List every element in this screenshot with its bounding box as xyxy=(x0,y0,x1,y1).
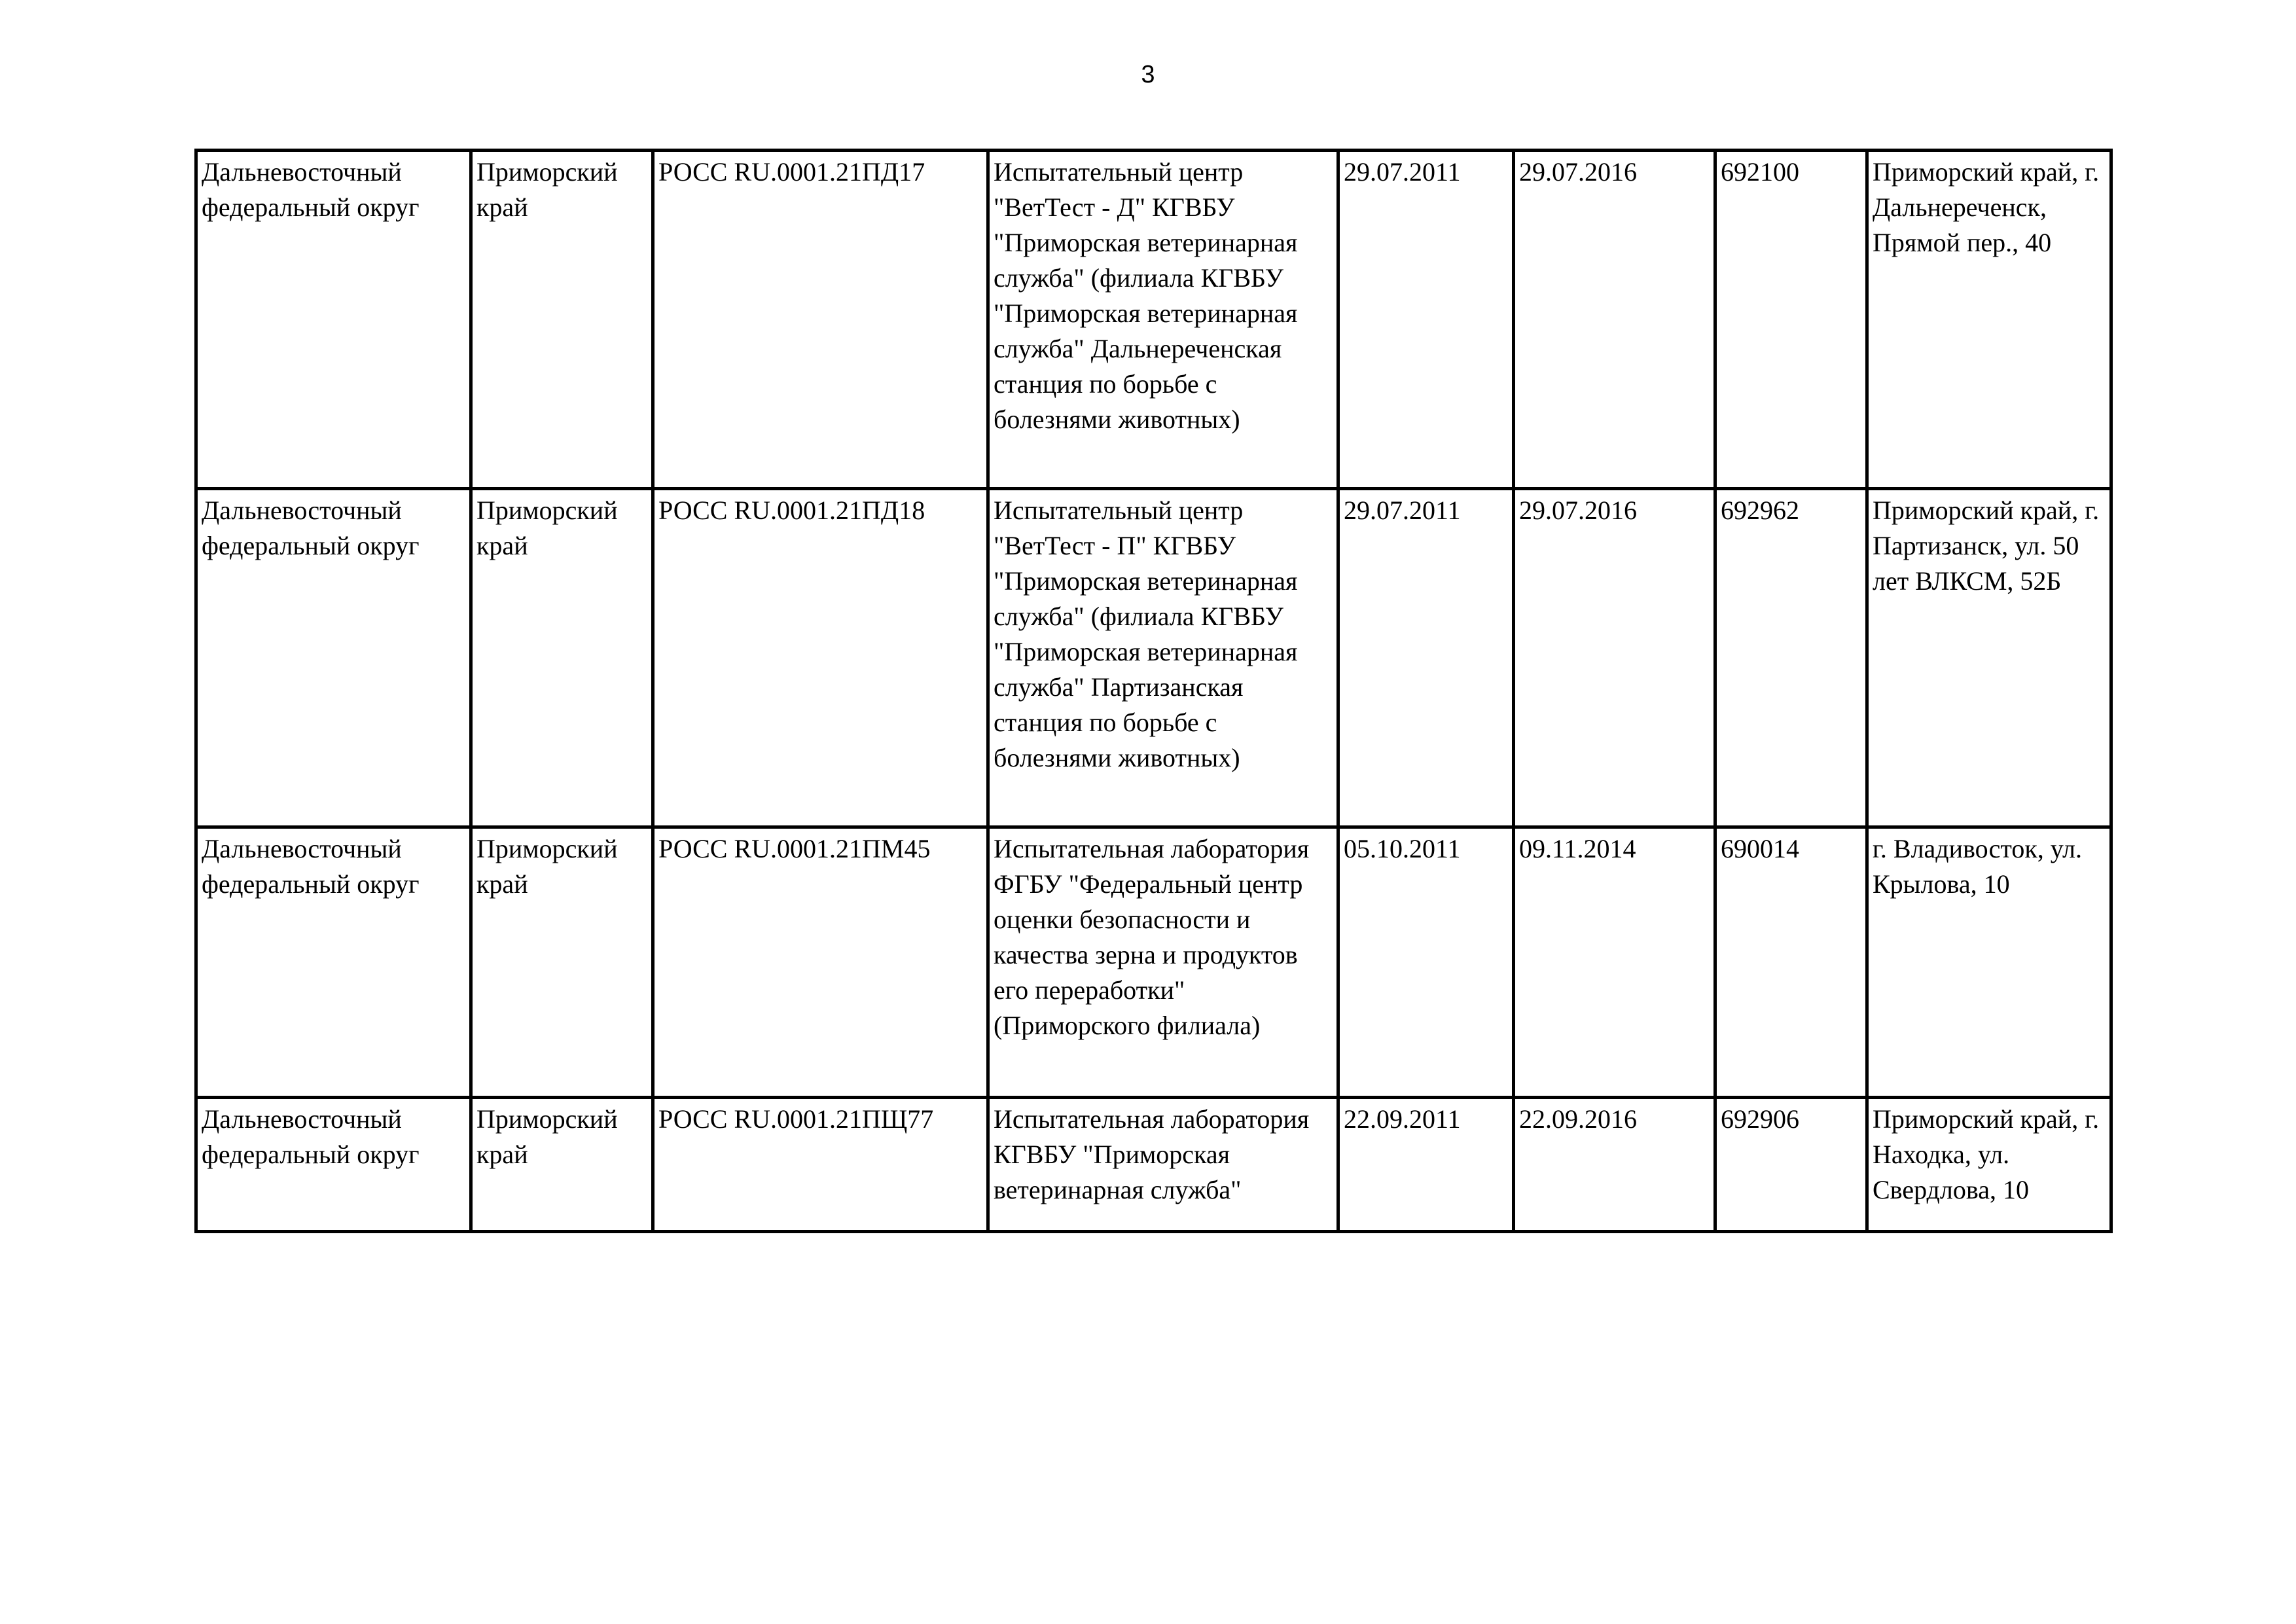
cell-date-to: 09.11.2014 xyxy=(1514,827,1715,1098)
cell-name: Испытательная лаборатория ФГБУ "Федеральный центр оценки безопасности и качества зерна и продуктов его переработки" (Приморского филиала) xyxy=(988,827,1338,1098)
cell-address: Приморский край, г. Партизанск, ул. 50 лет ВЛКСМ, 52Б xyxy=(1867,489,2111,827)
cell-date-from: 29.07.2011 xyxy=(1338,151,1514,489)
cell-name: Испытательный центр "ВетТест - Д" КГВБУ "Приморская ветеринарная служба" (филиала КГВБУ "Приморская ветеринарная служба" Дальнереченская станция по борьбе с болезнями животных) xyxy=(988,151,1338,489)
cell-district: Дальневосточный федеральный округ xyxy=(196,1098,471,1232)
registry-table xyxy=(194,149,2113,1233)
cell-postcode: 692100 xyxy=(1715,151,1867,489)
cell-name: Испытательный центр "ВетТест - П" КГВБУ "Приморская ветеринарная служба" (филиала КГВБУ "Приморская ветеринарная служба" Партизанская станция по борьбе с болезнями животных) xyxy=(988,489,1338,827)
cell-reg-number: РОСС RU.0001.21ПЩ77 xyxy=(653,1098,988,1232)
cell-date-to: 29.07.2016 xyxy=(1514,489,1715,827)
table-row xyxy=(196,827,2111,1098)
cell-region: Приморский край xyxy=(471,151,653,489)
cell-reg-number: РОСС RU.0001.21ПД17 xyxy=(653,151,988,489)
cell-date-from: 22.09.2011 xyxy=(1338,1098,1514,1232)
cell-name: Испытательная лаборатория КГВБУ "Приморская ветеринарная служба" xyxy=(988,1098,1338,1232)
cell-address: г. Владивосток, ул. Крылова, 10 xyxy=(1867,827,2111,1098)
cell-district: Дальневосточный федеральный округ xyxy=(196,489,471,827)
cell-region: Приморский край xyxy=(471,1098,653,1232)
page-number: 3 xyxy=(1141,61,1155,88)
cell-reg-number: РОСС RU.0001.21ПД18 xyxy=(653,489,988,827)
cell-postcode: 692906 xyxy=(1715,1098,1867,1232)
cell-region: Приморский край xyxy=(471,827,653,1098)
cell-date-from: 29.07.2011 xyxy=(1338,489,1514,827)
table-row xyxy=(196,151,2111,489)
cell-region: Приморский край xyxy=(471,489,653,827)
cell-district: Дальневосточный федеральный округ xyxy=(196,827,471,1098)
table-row xyxy=(196,1098,2111,1232)
cell-date-to: 29.07.2016 xyxy=(1514,151,1715,489)
cell-date-to: 22.09.2016 xyxy=(1514,1098,1715,1232)
cell-address: Приморский край, г. Дальнереченск, Прямой пер., 40 xyxy=(1867,151,2111,489)
cell-reg-number: РОСС RU.0001.21ПМ45 xyxy=(653,827,988,1098)
cell-postcode: 690014 xyxy=(1715,827,1867,1098)
cell-date-from: 05.10.2011 xyxy=(1338,827,1514,1098)
table-row xyxy=(196,489,2111,827)
cell-postcode: 692962 xyxy=(1715,489,1867,827)
cell-district: Дальневосточный федеральный округ xyxy=(196,151,471,489)
cell-address: Приморский край, г. Находка, ул. Свердлова, 10 xyxy=(1867,1098,2111,1232)
